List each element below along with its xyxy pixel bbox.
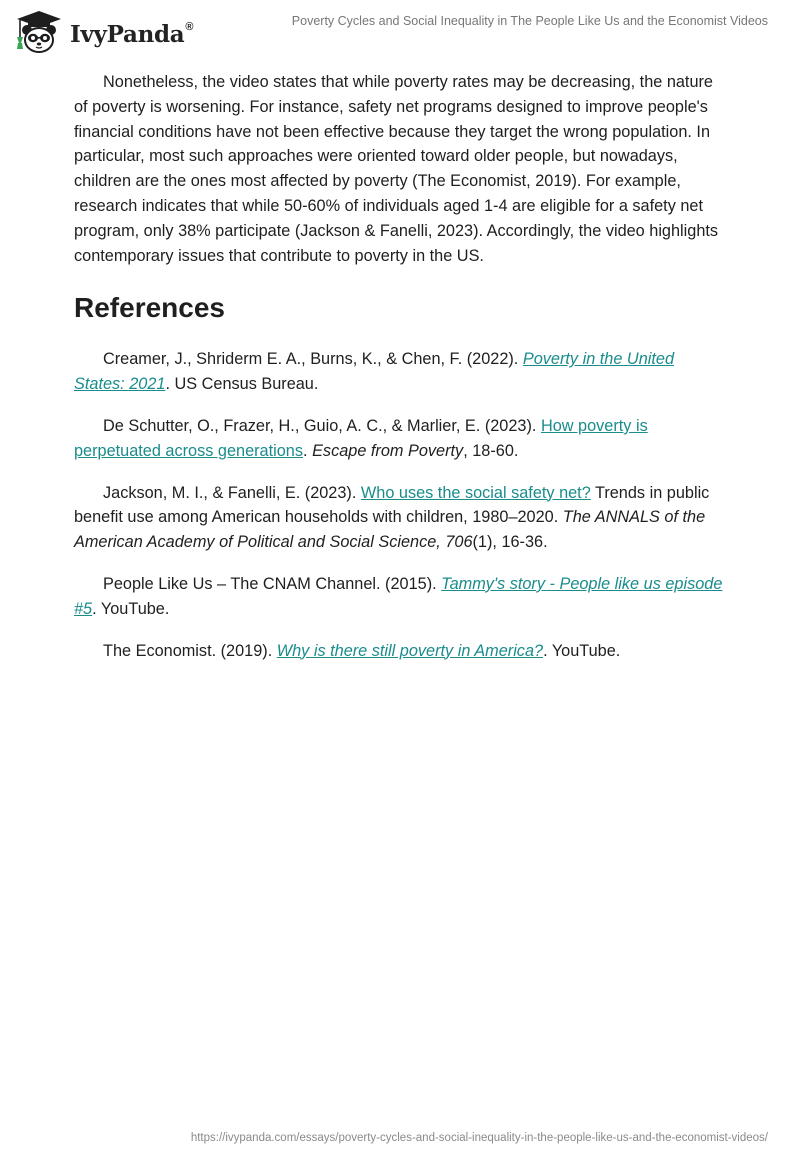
body-paragraph: Nonetheless, the video states that while poverty rates may be decreasing, the nature of poverty is worsening. For instance, safety net programs designed to improve people's financial conditions have not been effective because they target the wrong population. In particular, most such approaches were oriented toward older people, but nowadays, children are the ones most affected by poverty (The Economist, 2019). For example, research indicates that while 50-60% of individuals aged 1-4 are eligible for a safety net program, only 38% participate (Jackson & Fanelli, 2023). Accordingly, the video highlights contemporary issues that contribute to poverty in the US. (74, 73, 719, 265)
reference-item: The Economist. (2019). Why is there still poverty in America?. YouTube. (103, 641, 621, 660)
references-heading: References (74, 292, 225, 324)
reference-item: Jackson, M. I., & Fanelli, E. (2023). Who uses the social safety net? Trends in public benefit use among American households with children, 1980–2020. The ANNALS of the American Academy of Political and Social Science, 706(1), 16-36. (74, 483, 710, 552)
reference-link[interactable]: How poverty is perpetuated across generations (74, 416, 648, 460)
document-title: Poverty Cycles and Social Inequality in The People Like Us and the Economist Videos (291, 14, 768, 28)
panda-graduate-icon (14, 9, 64, 55)
reference-item: De Schutter, O., Frazer, H., Guio, A. C., & Marlier, E. (2023). How poverty is perpetuated across generations. Escape from Poverty, 18-60. (74, 416, 648, 460)
reference-link[interactable]: Why is there still poverty in America? (276, 641, 544, 660)
reference-link[interactable]: Who uses the social safety net? (360, 483, 591, 502)
source-url[interactable]: https://ivypanda.com/essays/poverty-cycles-and-social-inequality-in-the-people-like-us-and-the-economist-videos/ (190, 1132, 768, 1144)
reference-link[interactable]: Poverty in the United States: 2021 (74, 350, 674, 394)
references-list (74, 347, 726, 663)
reference-link[interactable]: Tammy's story - People like us episode #5 (74, 574, 723, 618)
logo[interactable] (14, 8, 193, 56)
brand-name: IvyPanda® (70, 20, 194, 48)
reference-item: People Like Us – The CNAM Channel. (2015). Tammy's story - People like us episode #5. YouTube. (74, 574, 723, 618)
page-header (0, 0, 800, 64)
essay-content (74, 70, 726, 680)
reference-item: Creamer, J., Shriderm E. A., Burns, K., & Chen, F. (2022). Poverty in the United States: 2021. US Census Bureau. (74, 350, 674, 394)
